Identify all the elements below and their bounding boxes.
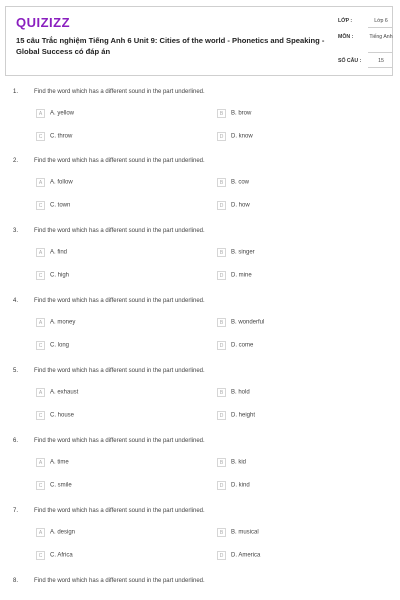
option-letter-box: D: [217, 551, 226, 560]
answer-option-b[interactable]: [217, 248, 255, 257]
option-letter-box: B: [217, 178, 226, 187]
option-letter-box: C: [36, 132, 45, 141]
question-text: Find the word which has a different sound in the part underlined.: [34, 578, 205, 584]
option-label: D. kind: [231, 482, 250, 489]
option-label: C. town: [50, 202, 71, 209]
option-label: C. long: [50, 342, 70, 349]
answer-option-d[interactable]: [217, 411, 255, 420]
option-label: B. cow: [231, 179, 250, 186]
option-label: A. time: [50, 459, 69, 466]
answer-option-b[interactable]: [217, 528, 259, 537]
option-label: A. design: [50, 529, 76, 536]
option-label: D. come: [231, 342, 254, 349]
quizizz-logo: QUIZIZZ: [16, 15, 71, 30]
question-number: 2.: [13, 158, 19, 164]
option-label: D. height: [231, 412, 256, 419]
answer-option-c[interactable]: [36, 411, 74, 420]
option-label: D. mine: [231, 272, 252, 279]
answer-option-a[interactable]: [36, 109, 74, 118]
answer-option-a[interactable]: [36, 318, 75, 327]
option-label: A. find: [50, 249, 68, 256]
option-label: A. money: [50, 319, 76, 326]
answer-option-d[interactable]: [217, 341, 253, 350]
option-label: C. high: [50, 272, 70, 279]
option-letter-box: B: [217, 109, 226, 118]
class-value: Lớp 6: [374, 18, 388, 24]
option-letter-box: C: [36, 341, 45, 350]
option-letter-box: C: [36, 411, 45, 420]
option-label: D. America: [231, 552, 261, 559]
question-text: Find the word which has a different sound in the part underlined.: [34, 89, 205, 95]
answer-option-c[interactable]: [36, 201, 70, 210]
option-letter-box: D: [217, 411, 226, 420]
question-number: 7.: [13, 508, 19, 514]
option-letter-box: C: [36, 551, 45, 560]
answer-option-b[interactable]: [217, 109, 251, 118]
option-label: B. musical: [231, 529, 259, 536]
option-letter-box: D: [217, 132, 226, 141]
option-label: D. how: [231, 202, 250, 209]
option-label: C. Africa: [50, 552, 73, 559]
question-number: 5.: [13, 368, 19, 374]
option-letter-box: D: [217, 271, 226, 280]
option-label: A. exhaust: [50, 389, 79, 396]
answer-option-c[interactable]: [36, 481, 72, 490]
question-number: 6.: [13, 438, 19, 444]
question-text: Find the word which has a different sound in the part underlined.: [34, 158, 205, 164]
answer-option-d[interactable]: [217, 132, 253, 141]
answer-option-a[interactable]: [36, 248, 67, 257]
worksheet-header: [5, 6, 393, 76]
option-letter-box: A: [36, 388, 45, 397]
answer-option-d[interactable]: [217, 271, 252, 280]
option-letter-box: B: [217, 388, 226, 397]
question-number: 3.: [13, 228, 19, 234]
answer-option-c[interactable]: [36, 132, 72, 141]
answer-option-a[interactable]: [36, 458, 69, 467]
answer-option-c[interactable]: [36, 551, 73, 560]
question-text: Find the word which has a different sound in the part underlined.: [34, 438, 205, 444]
option-letter-box: D: [217, 481, 226, 490]
subject-label: MÔN :: [338, 34, 354, 40]
option-letter-box: A: [36, 318, 45, 327]
answer-option-c[interactable]: [36, 271, 69, 280]
option-letter-box: C: [36, 271, 45, 280]
class-label: LỚP :: [338, 18, 353, 24]
option-label: B. singer: [231, 249, 255, 256]
option-letter-box: D: [217, 341, 226, 350]
option-label: C. smile: [50, 482, 72, 489]
question-text: Find the word which has a different sound in the part underlined.: [34, 298, 205, 304]
subject-underline: [368, 52, 392, 53]
question-number: 4.: [13, 298, 19, 304]
answer-option-a[interactable]: [36, 178, 73, 187]
class-underline: [368, 27, 392, 28]
option-letter-box: A: [36, 178, 45, 187]
question-text: Find the word which has a different sound in the part underlined.: [34, 508, 205, 514]
answer-option-c[interactable]: [36, 341, 69, 350]
worksheet-title: 15 câu Trắc nghiệm Tiếng Anh 6 Unit 9: Cities of the world - Phonetics and Speaking - Global Success có đáp án: [16, 36, 325, 56]
option-label: A. yellow: [50, 110, 75, 117]
answer-option-b[interactable]: [217, 318, 264, 327]
answer-option-a[interactable]: [36, 528, 75, 537]
option-letter-box: C: [36, 201, 45, 210]
option-letter-box: B: [217, 248, 226, 257]
option-label: B. brow: [231, 110, 252, 117]
answer-option-a[interactable]: [36, 388, 78, 397]
question-text: Find the word which has a different sound in the part underlined.: [34, 228, 205, 234]
option-label: D. know: [231, 133, 253, 140]
option-letter-box: A: [36, 248, 45, 257]
question-text: Find the word which has a different sound in the part underlined.: [34, 368, 205, 374]
answer-option-b[interactable]: [217, 388, 250, 397]
question-number: 1.: [13, 89, 19, 95]
answer-option-d[interactable]: [217, 551, 260, 560]
count-underline: [368, 67, 392, 68]
option-label: B. kid: [231, 459, 247, 466]
option-letter-box: D: [217, 201, 226, 210]
option-letter-box: A: [36, 109, 45, 118]
option-letter-box: B: [217, 528, 226, 537]
option-label: B. hold: [231, 389, 250, 396]
answer-option-d[interactable]: [217, 201, 250, 210]
option-letter-box: A: [36, 458, 45, 467]
option-label: C. house: [50, 412, 75, 419]
count-value: 15: [378, 58, 384, 64]
answer-option-d[interactable]: [217, 481, 250, 490]
answer-option-b[interactable]: [217, 458, 246, 467]
subject-value: Tiếng Anh: [369, 34, 393, 40]
answer-option-b[interactable]: [217, 178, 249, 187]
option-letter-box: A: [36, 528, 45, 537]
option-letter-box: B: [217, 458, 226, 467]
option-letter-box: C: [36, 481, 45, 490]
question-number: 8.: [13, 578, 19, 584]
option-label: A. follow: [50, 179, 73, 186]
count-label: SỐ CÂU :: [338, 58, 362, 64]
option-label: B. wonderful: [231, 319, 265, 326]
option-letter-box: B: [217, 318, 226, 327]
option-label: C. throw: [50, 133, 73, 140]
